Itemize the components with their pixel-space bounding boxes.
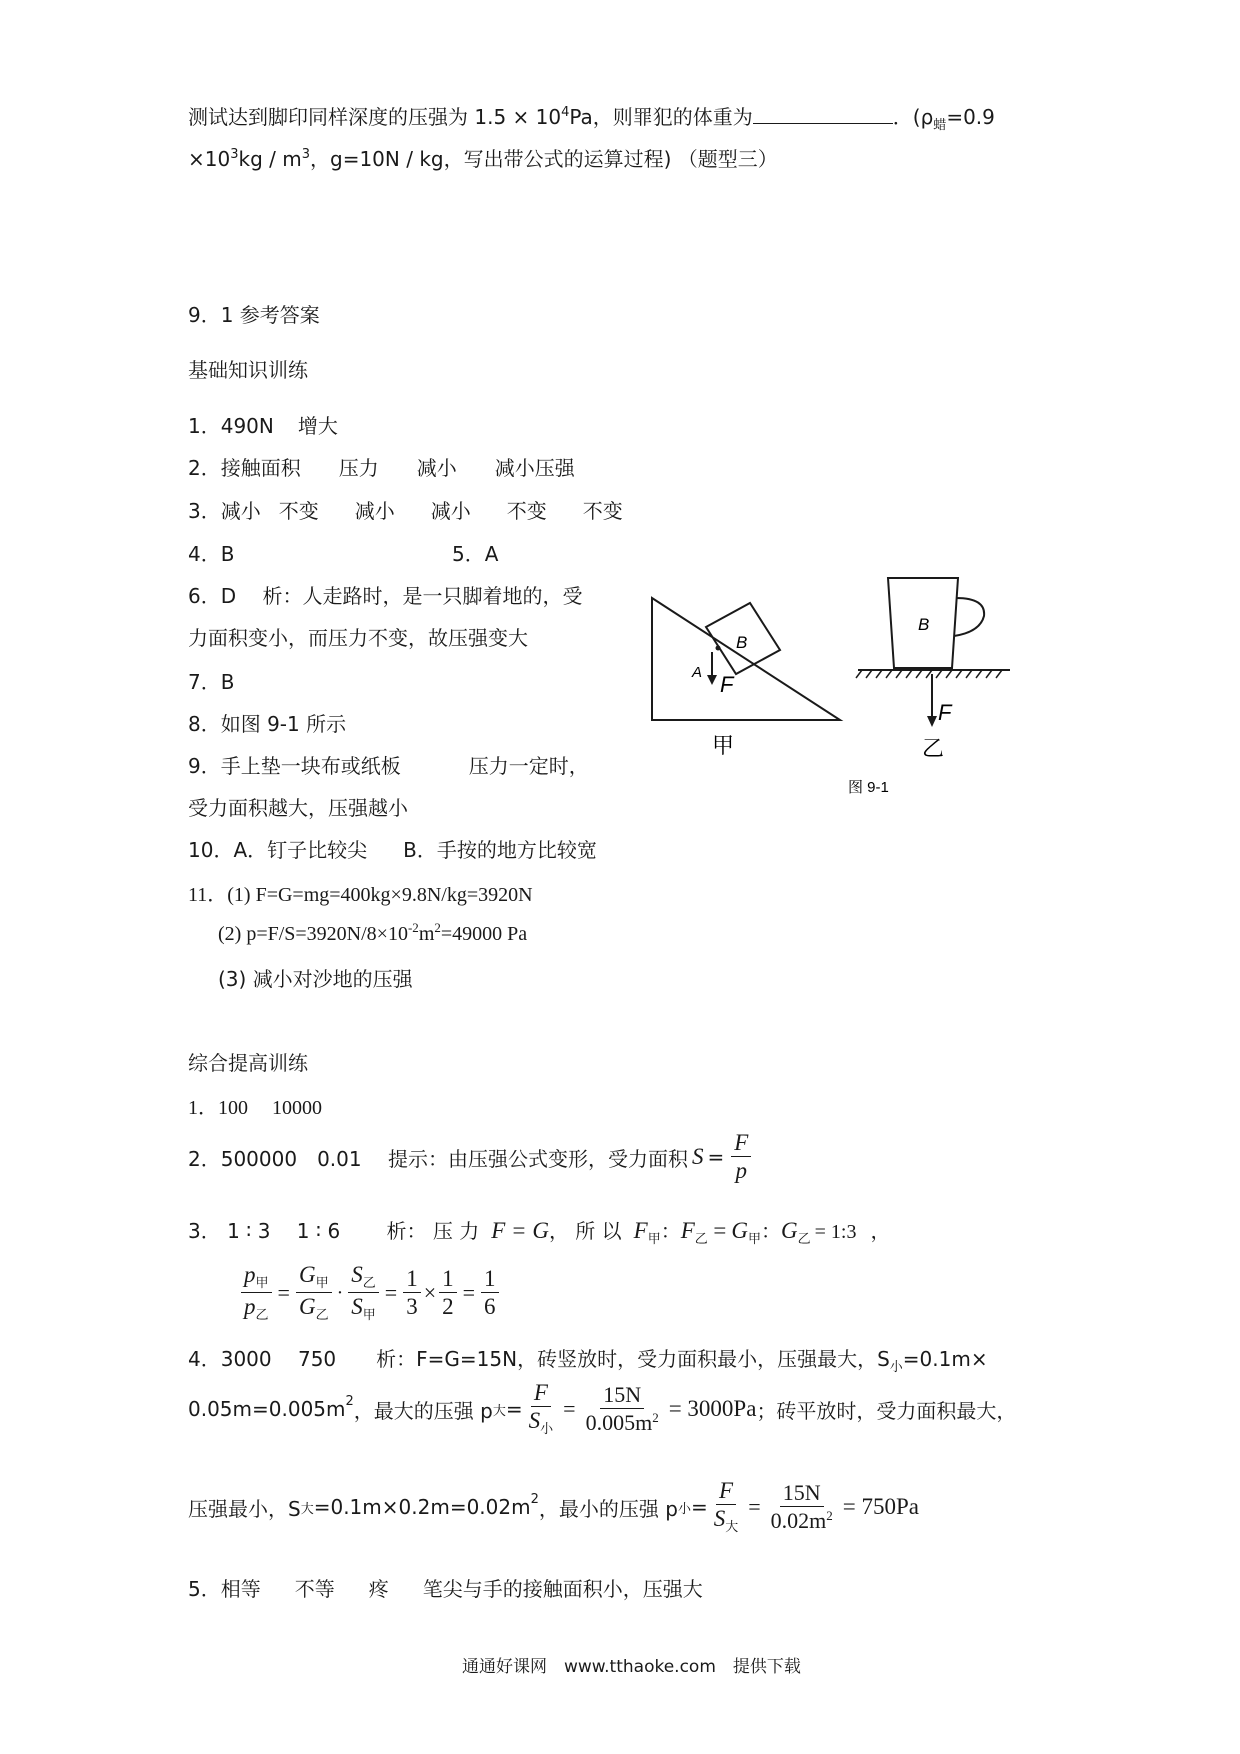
intro-text: kg / m bbox=[238, 147, 302, 171]
basic-answer-11-part-2 bbox=[218, 920, 527, 946]
denominator: 6 bbox=[484, 1294, 496, 1320]
numerator: 1 bbox=[403, 1266, 421, 1293]
superscript: 2 bbox=[434, 920, 441, 935]
intro-text: Pa，则罪犯的体重为 bbox=[569, 105, 753, 129]
answer-text: B．手按的地方比较宽 bbox=[403, 838, 597, 862]
formula-s: S bbox=[713, 1506, 726, 1532]
figure-caption: 图 9-1 bbox=[848, 779, 889, 796]
answer-title: 9．1 参考答案 bbox=[188, 303, 320, 327]
subscript: 大 bbox=[492, 1403, 506, 1419]
cup-force-f-label: F bbox=[938, 700, 952, 725]
subscript: 甲 bbox=[747, 1232, 761, 1247]
denominator: 0.005m bbox=[585, 1410, 653, 1436]
subscript: 乙 bbox=[255, 1308, 269, 1324]
cup-b-label: B bbox=[918, 615, 930, 634]
superscript: 2 bbox=[530, 1491, 539, 1507]
superscript: 2 bbox=[652, 1410, 659, 1426]
answer-text: 10000 bbox=[272, 1097, 322, 1119]
answer-text: 增大 bbox=[297, 414, 338, 438]
formula-g: G bbox=[780, 1218, 798, 1243]
formula-p: p bbox=[244, 1262, 256, 1287]
result-value: = 750Pa bbox=[842, 1494, 920, 1520]
subscript: 小 bbox=[677, 1501, 691, 1517]
superscript: 2 bbox=[345, 1393, 354, 1409]
answer-text: 4．3000 750 析：F=G=15N，砖竖放时，受力面积最小，压强最大，S bbox=[188, 1347, 890, 1371]
formula-g: G bbox=[298, 1294, 316, 1320]
formula-g: G bbox=[298, 1262, 316, 1287]
superscript: 3 bbox=[230, 147, 239, 162]
basic-answer-6-line-1: 6．D 析：人走路时，是一只脚着地的，受 bbox=[188, 584, 583, 608]
numerator: 15N bbox=[780, 1481, 824, 1507]
answer-blank[interactable] bbox=[753, 105, 893, 124]
block-b-label: B bbox=[736, 633, 748, 652]
answer-text: =0.1m×0.2m=0.02m bbox=[313, 1495, 531, 1520]
basic-answer-11-part-3: (3) 减小对沙地的压强 bbox=[218, 967, 413, 991]
fraction-one-sixth bbox=[481, 1266, 499, 1321]
numerator: 1 bbox=[481, 1266, 499, 1293]
formula-f: F bbox=[633, 1218, 648, 1243]
numerator: F bbox=[716, 1478, 736, 1505]
fraction-15n-over-area-big bbox=[768, 1481, 836, 1533]
incline-diagram bbox=[652, 598, 840, 758]
numerator: 1 bbox=[439, 1266, 457, 1293]
formula-f: F bbox=[680, 1218, 695, 1243]
contact-point-a bbox=[716, 646, 721, 651]
fraction-g-ratio bbox=[296, 1262, 332, 1324]
formula-s: S bbox=[691, 1144, 704, 1170]
answer-text: 2．500000 0.01 提示：由压强公式变形，受力面积 bbox=[188, 1146, 688, 1171]
subscript: 乙 bbox=[797, 1232, 811, 1247]
basic-answer-4: 4．B bbox=[188, 542, 235, 566]
subscript: 甲 bbox=[362, 1308, 376, 1324]
basic-answer-9-line-1 bbox=[188, 750, 589, 779]
denominator: 3 bbox=[406, 1294, 418, 1320]
equals-sign: = bbox=[690, 1495, 708, 1520]
ratio-value: = 1:3 bbox=[814, 1221, 857, 1243]
answer-text: =49000 Pa bbox=[440, 923, 528, 945]
answer-text: 9．手上垫一块布或纸板 bbox=[188, 754, 401, 778]
intro-line-2 bbox=[188, 143, 778, 172]
subscript: 甲 bbox=[315, 1276, 329, 1291]
intro-line-1 bbox=[188, 101, 995, 133]
fraction-f-over-p bbox=[731, 1130, 751, 1185]
intro-text: ×10 bbox=[188, 147, 231, 171]
advanced-answer-4-line-3 bbox=[188, 1478, 919, 1536]
intro-text: ，g=10N / kg，写出带公式的运算过程) （题型三） bbox=[310, 147, 778, 171]
figure-left-label: 甲 bbox=[712, 733, 735, 758]
cup-diagram bbox=[856, 578, 1010, 761]
subscript: 甲 bbox=[255, 1276, 269, 1291]
fraction-15n-over-area-small bbox=[583, 1383, 662, 1435]
answer-text: =0.1m× bbox=[902, 1347, 988, 1371]
answer-text: 疼 bbox=[368, 1577, 389, 1601]
superscript: 3 bbox=[301, 147, 310, 162]
subscript: 小 bbox=[889, 1360, 903, 1375]
answer-text: 3．减小 bbox=[188, 499, 261, 523]
fraction-s-ratio bbox=[348, 1262, 379, 1324]
fraction-one-half bbox=[439, 1266, 457, 1321]
multiply-dot: · bbox=[336, 1281, 344, 1304]
figure-right-label: 乙 bbox=[922, 736, 945, 761]
answer-text: 压力 bbox=[338, 456, 379, 480]
answer-text: 减小压强 bbox=[494, 456, 575, 480]
equals-sign: = bbox=[711, 1218, 728, 1243]
subscript: 蜡 bbox=[933, 118, 947, 133]
force-f-label: F bbox=[720, 672, 734, 697]
denominator: 2 bbox=[442, 1294, 454, 1320]
formula-s: S bbox=[351, 1262, 363, 1287]
formula-f-equals-g: F = G bbox=[491, 1218, 549, 1243]
answer-text: 2．接触面积 bbox=[188, 456, 301, 480]
advanced-answer-2 bbox=[188, 1130, 754, 1185]
equals-sign: = bbox=[277, 1280, 290, 1306]
basic-answer-10 bbox=[188, 834, 597, 863]
superscript: -2 bbox=[407, 920, 419, 935]
answer-text: 减小 bbox=[354, 499, 395, 523]
basic-answer-5: 5．A bbox=[452, 542, 499, 566]
answer-text: 不变 bbox=[582, 499, 623, 523]
fraction-f-over-s-big bbox=[711, 1478, 742, 1536]
numerator: F bbox=[731, 1130, 751, 1157]
ground-hatching bbox=[856, 670, 1002, 678]
superscript: 4 bbox=[561, 105, 570, 120]
advanced-answer-5 bbox=[188, 1573, 703, 1602]
equals-sign: = bbox=[748, 1494, 761, 1520]
denominator: p bbox=[735, 1158, 748, 1184]
fraction-f-over-s-small bbox=[526, 1380, 557, 1438]
equals-sign: = bbox=[384, 1280, 398, 1306]
cup-handle bbox=[954, 598, 984, 636]
formula-g: G bbox=[731, 1218, 748, 1243]
equals-sign: = bbox=[707, 1145, 725, 1170]
formula-p: p bbox=[244, 1294, 256, 1320]
force-arrow-head bbox=[707, 675, 717, 685]
basic-answer-3 bbox=[188, 495, 623, 524]
basic-answer-8: 8．如图 9-1 所示 bbox=[188, 712, 347, 736]
multiply-sign: × bbox=[423, 1280, 437, 1306]
subscript: 大 bbox=[300, 1501, 314, 1517]
intro-text: =0.9 bbox=[946, 105, 995, 129]
section-heading-advanced: 综合提高训练 bbox=[188, 1051, 308, 1075]
page-footer: 通通好课网 www.tthaoke.com 提供下载 bbox=[462, 1657, 801, 1677]
answer-text: 减小 bbox=[430, 499, 471, 523]
answer-text: 3． 1 ∶ 3 1 ∶ 6 析： 压 力 bbox=[188, 1219, 480, 1243]
intro-text: 测试达到脚印同样深度的压强为 1.5 × 10 bbox=[188, 105, 562, 129]
subscript: 小 bbox=[540, 1422, 554, 1438]
answer-text: 1．490N bbox=[188, 414, 274, 438]
answer-text: 笔尖与手的接触面积小，压强大 bbox=[422, 1577, 703, 1601]
answer-text: ；砖平放时，受力面积最大， bbox=[756, 1398, 1017, 1423]
numerator: F bbox=[531, 1380, 551, 1407]
answer-text: 减小 bbox=[416, 456, 457, 480]
answer-text: 不等 bbox=[294, 1577, 335, 1601]
answer-text: ，最大的压强 p bbox=[353, 1398, 493, 1423]
fraction-one-third bbox=[403, 1266, 421, 1321]
cup-force-arrow-head bbox=[927, 716, 937, 727]
basic-answer-6-line-2: 力面积变小，而压力不变，故压强变大 bbox=[188, 626, 528, 650]
numerator: 15N bbox=[600, 1383, 644, 1409]
answer-text: 不变 bbox=[506, 499, 547, 523]
result-value: = 3000Pa bbox=[668, 1396, 757, 1422]
answer-text: 10．A．钉子比较尖 bbox=[188, 838, 368, 862]
answer-text: 压力一定时， bbox=[468, 754, 589, 778]
answer-text: 压强最小，S bbox=[188, 1496, 301, 1521]
punctuation: ， bbox=[870, 1219, 891, 1243]
subscript: 乙 bbox=[315, 1308, 329, 1324]
subscript: 乙 bbox=[694, 1232, 708, 1247]
superscript: 2 bbox=[826, 1508, 833, 1524]
answer-text: ，最小的压强 p bbox=[538, 1496, 678, 1521]
subscript: 乙 bbox=[362, 1276, 376, 1291]
answer-text: (2) p=F/S=3920N/8×10 bbox=[218, 923, 408, 945]
answer-text: 5．相等 bbox=[188, 1577, 261, 1601]
basic-answer-2 bbox=[188, 452, 575, 481]
denominator: 0.02m bbox=[770, 1508, 827, 1534]
subscript: 大 bbox=[725, 1520, 739, 1536]
advanced-answer-3-formula bbox=[238, 1262, 502, 1324]
advanced-answer-3-line-1: 3． 1 ∶ 3 1 ∶ 6 析： 压 力 F = G， 所 以 $F_甲$：$F_乙 = G_甲$：$G_乙$ = 1:3 ， bbox=[188, 1218, 891, 1247]
answer-text: 1．100 bbox=[188, 1097, 248, 1119]
basic-answer-11-part-1: 11．(1) F=G=mg=400kg×9.8N/kg=3920N bbox=[188, 884, 533, 906]
section-heading-basic: 基础知识训练 bbox=[188, 358, 308, 382]
incline-triangle bbox=[652, 598, 840, 720]
equals-sign: = bbox=[462, 1280, 476, 1306]
basic-answer-9-line-2: 受力面积越大，压强越小 bbox=[188, 796, 408, 820]
advanced-answer-4-line-1 bbox=[188, 1343, 988, 1375]
point-a-label: A bbox=[692, 664, 703, 681]
equals-sign: = bbox=[505, 1397, 523, 1422]
subscript: 甲 bbox=[647, 1232, 661, 1247]
answer-text: 不变 bbox=[278, 499, 319, 523]
answer-text: ， 所 以 bbox=[548, 1219, 622, 1243]
fraction-p-ratio bbox=[241, 1262, 272, 1324]
advanced-answer-4-line-2 bbox=[188, 1380, 1016, 1438]
answer-text: 0.05m=0.005m bbox=[188, 1397, 346, 1422]
equals-sign: = bbox=[563, 1396, 576, 1422]
answer-text: m bbox=[418, 923, 435, 945]
formula-s: S bbox=[351, 1294, 363, 1320]
basic-answer-1 bbox=[188, 410, 338, 439]
basic-answer-7: 7．B bbox=[188, 670, 235, 694]
intro-text: ．(ρ bbox=[892, 105, 934, 129]
figure-9-1 bbox=[640, 570, 1040, 800]
formula-s: S bbox=[528, 1408, 541, 1434]
advanced-answer-1 bbox=[188, 1091, 322, 1120]
